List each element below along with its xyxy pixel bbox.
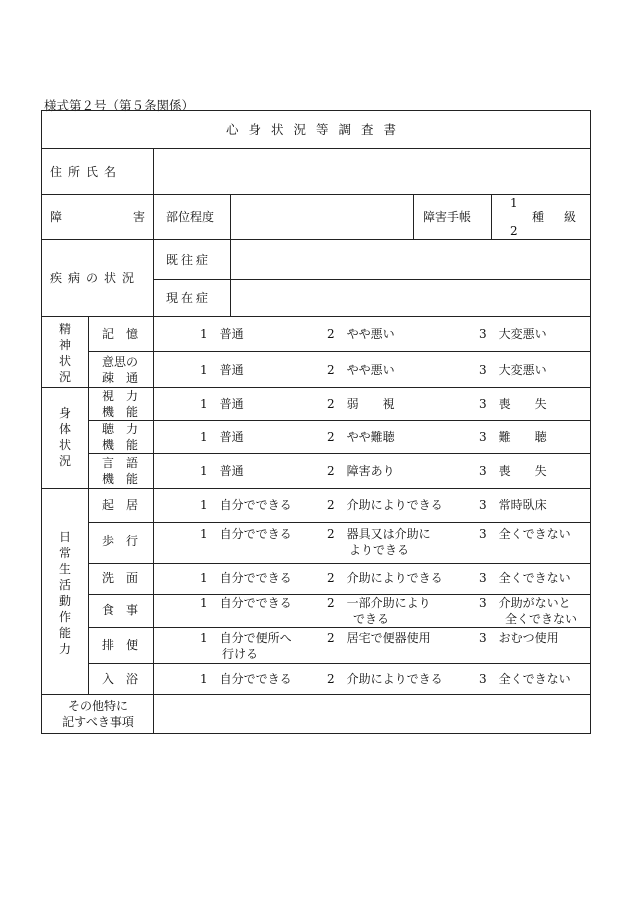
present-illness-field[interactable] <box>231 280 589 316</box>
handbook-type-option-2: 2 <box>510 224 518 238</box>
mental-category-4: 況 <box>59 370 72 384</box>
speech-option-3[interactable]: 3 喪 失 <box>479 464 547 478</box>
daily-category-8: 力 <box>59 642 72 656</box>
vision-label-2: 機 能 <box>101 405 139 419</box>
rising-option-2[interactable]: 2 介助によりできる <box>327 498 443 512</box>
physical-category-1: 身 <box>59 406 72 420</box>
bathing-option-1[interactable]: 1 自分でできる <box>200 672 292 686</box>
daily-category-3: 生 <box>59 562 72 576</box>
present-illness-label: 現在症 <box>166 291 212 305</box>
other-notes-field[interactable] <box>154 695 589 732</box>
eating-option-2[interactable]: 2 一部介助により できる <box>327 596 431 626</box>
vision-option-1[interactable]: 1 普通 <box>200 397 244 411</box>
disability-label-left: 障 <box>50 210 63 224</box>
walking-label: 歩 行 <box>101 534 139 548</box>
speech-label-1: 言 語 <box>101 456 139 470</box>
disability-label-right: 害 <box>133 210 146 224</box>
bathing-option-3[interactable]: 3 全くできない <box>479 672 571 686</box>
form-title: 心身状況等調査書 <box>225 122 407 137</box>
handbook-type-option-1: 1 <box>510 196 518 210</box>
daily-category-1: 日 <box>59 530 72 544</box>
other-notes-label-1: その他特に <box>67 699 129 713</box>
hearing-option-1[interactable]: 1 普通 <box>200 430 244 444</box>
washing-label: 洗 面 <box>101 571 139 585</box>
communication-label-2: 疎 通 <box>101 371 139 385</box>
toileting-label: 排 便 <box>101 638 139 652</box>
daily-category-5: 動 <box>59 594 72 608</box>
mental-category-3: 状 <box>59 354 72 368</box>
memory-option-3[interactable]: 3 大変悪い <box>479 327 547 341</box>
disease-status-label: 疾病の状況 <box>50 271 141 285</box>
communication-label-1: 意思の <box>101 355 139 369</box>
form-number: 様式第２号（第５条関係） <box>44 98 195 113</box>
memory-option-2[interactable]: 2 やや悪い <box>327 327 395 341</box>
washing-option-1[interactable]: 1 自分でできる <box>200 571 292 585</box>
physical-category-3: 状 <box>59 438 72 452</box>
walking-option-3[interactable]: 3 全くできない <box>479 527 571 541</box>
part-degree-label: 部位程度 <box>166 210 215 224</box>
bathing-label: 入 浴 <box>101 672 139 686</box>
washing-option-2[interactable]: 2 介助によりできる <box>327 571 443 585</box>
communication-option-1[interactable]: 1 普通 <box>200 363 244 377</box>
past-illness-label: 既往症 <box>166 253 212 267</box>
other-notes-label-2: 記すべき事項 <box>62 715 134 729</box>
past-illness-field[interactable] <box>231 240 589 279</box>
hearing-option-2[interactable]: 2 やや難聴 <box>327 430 395 444</box>
vision-option-2[interactable]: 2 弱 視 <box>327 397 395 411</box>
speech-option-1[interactable]: 1 普通 <box>200 464 244 478</box>
communication-option-2[interactable]: 2 やや悪い <box>327 363 395 377</box>
toileting-option-3[interactable]: 3 おむつ使用 <box>479 631 559 645</box>
physical-category-4: 況 <box>59 454 72 468</box>
rising-label: 起 居 <box>101 498 139 512</box>
vision-label-1: 視 力 <box>101 389 139 403</box>
toileting-option-1[interactable]: 1 自分で便所へ 行ける <box>200 631 292 661</box>
daily-category-7: 能 <box>59 626 72 640</box>
toileting-option-2[interactable]: 2 居宅で便器使用 <box>327 631 431 645</box>
walking-option-1[interactable]: 1 自分でできる <box>200 527 292 541</box>
walking-option-2[interactable]: 2 器具又は介助に よりできる <box>327 527 431 557</box>
memory-option-1[interactable]: 1 普通 <box>200 327 244 341</box>
communication-option-3[interactable]: 3 大変悪い <box>479 363 547 377</box>
daily-category-2: 常 <box>59 546 72 560</box>
handbook-grade-unit: 級 <box>564 210 577 224</box>
daily-category-6: 作 <box>59 610 72 624</box>
bathing-option-2[interactable]: 2 介助によりできる <box>327 672 443 686</box>
handbook-label: 障害手帳 <box>423 210 472 224</box>
mental-category-1: 精 <box>59 322 72 336</box>
eating-option-3[interactable]: 3 介助がないと 全くできない <box>479 596 578 626</box>
speech-label-2: 機 能 <box>101 472 139 486</box>
daily-category-4: 活 <box>59 578 72 592</box>
hearing-label-1: 聴 力 <box>101 422 139 436</box>
physical-category-2: 体 <box>59 422 72 436</box>
vision-option-3[interactable]: 3 喪 失 <box>479 397 547 411</box>
washing-option-3[interactable]: 3 全くできない <box>479 571 571 585</box>
eating-label: 食 事 <box>101 603 139 617</box>
rising-option-3[interactable]: 3 常時臥床 <box>479 498 547 512</box>
eating-option-1[interactable]: 1 自分でできる <box>200 596 292 610</box>
speech-option-2[interactable]: 2 障害あり <box>327 464 395 478</box>
mental-category-2: 神 <box>59 338 72 352</box>
address-name-label: 住所氏名 <box>50 165 123 179</box>
address-name-field[interactable] <box>154 149 589 194</box>
rising-option-1[interactable]: 1 自分でできる <box>200 498 292 512</box>
survey-form-table <box>41 110 591 734</box>
memory-label: 記 憶 <box>101 327 139 341</box>
handbook-type-unit: 種 <box>532 210 545 224</box>
hearing-label-2: 機 能 <box>101 438 139 452</box>
hearing-option-3[interactable]: 3 難 聴 <box>479 430 547 444</box>
part-degree-field[interactable] <box>231 195 413 239</box>
